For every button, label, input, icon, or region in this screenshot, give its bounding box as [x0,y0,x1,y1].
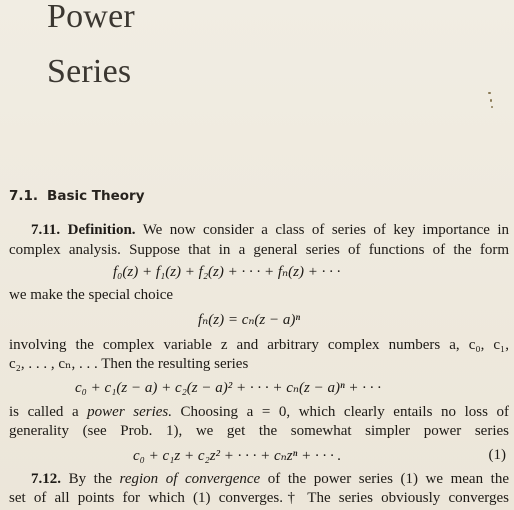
text-span: is called a [9,404,88,420]
term-power-series: power series. [87,404,172,420]
paragraph-7-11-line-7: generality (see Prob. 1), we get the somewhat simpler power series [9,423,509,439]
equation-number: (1) [488,447,506,463]
chapter-title-line-2: Series [47,53,132,90]
paragraph-7-11-line-1 [9,221,509,239]
definition-label: Definition. [67,222,136,238]
paragraph-7-11-line-6 [9,403,509,421]
paragraph-7-11-line-3: we make the special choice [9,287,174,303]
paragraph-number: 7.11. [31,222,61,238]
text-span: We now consider a class of series of key importance in [142,222,509,238]
text-span: of the power series (1) we mean the [260,471,509,487]
term-region-of-convergence: region of convergence [119,471,261,487]
paragraph-7-11-line-2: complex analysis. Suppose that in a general series of functions of the form [9,242,509,258]
text-span: By the [68,471,120,487]
paper-speck [490,99,492,102]
chapter-title-line-1: Power [47,0,135,35]
formula-power-series-general: c₀ + c₁(z − a) + c₂(z − a)² + · · · + cₙ(z − a)ⁿ + · · · [75,380,382,396]
paragraph-7-12-line-2: set of all points for which (1) converges.† The series obviously converges [9,490,509,506]
paper-speck [488,92,491,94]
formula-general-series: f₀(z) + f₁(z) + f₂(z) + · · · + fₙ(z) + · · · [113,264,341,280]
paragraph-7-12-line-1 [9,470,509,488]
formula-special-choice: fₙ(z) = cₙ(z − a)ⁿ [198,312,301,328]
text-span: Choosing a = 0, which clearly entails no loss of [171,404,509,420]
paragraph-number: 7.12. [31,471,61,487]
paper-speck [491,106,493,108]
section-number: 7.1. [9,188,39,204]
section-heading [9,188,145,204]
paragraph-7-11-line-4: involving the complex variable z and arbitrary complex numbers a, c₀, c₁, [9,337,509,353]
section-title: Basic Theory [47,188,145,204]
paragraph-7-11-line-5: c₂, . . . , cₙ, . . . Then the resulting series [9,356,249,372]
formula-power-series-simple: c₀ + c₁z + c₂z² + · · · + cₙzⁿ + · · · . [133,448,342,464]
